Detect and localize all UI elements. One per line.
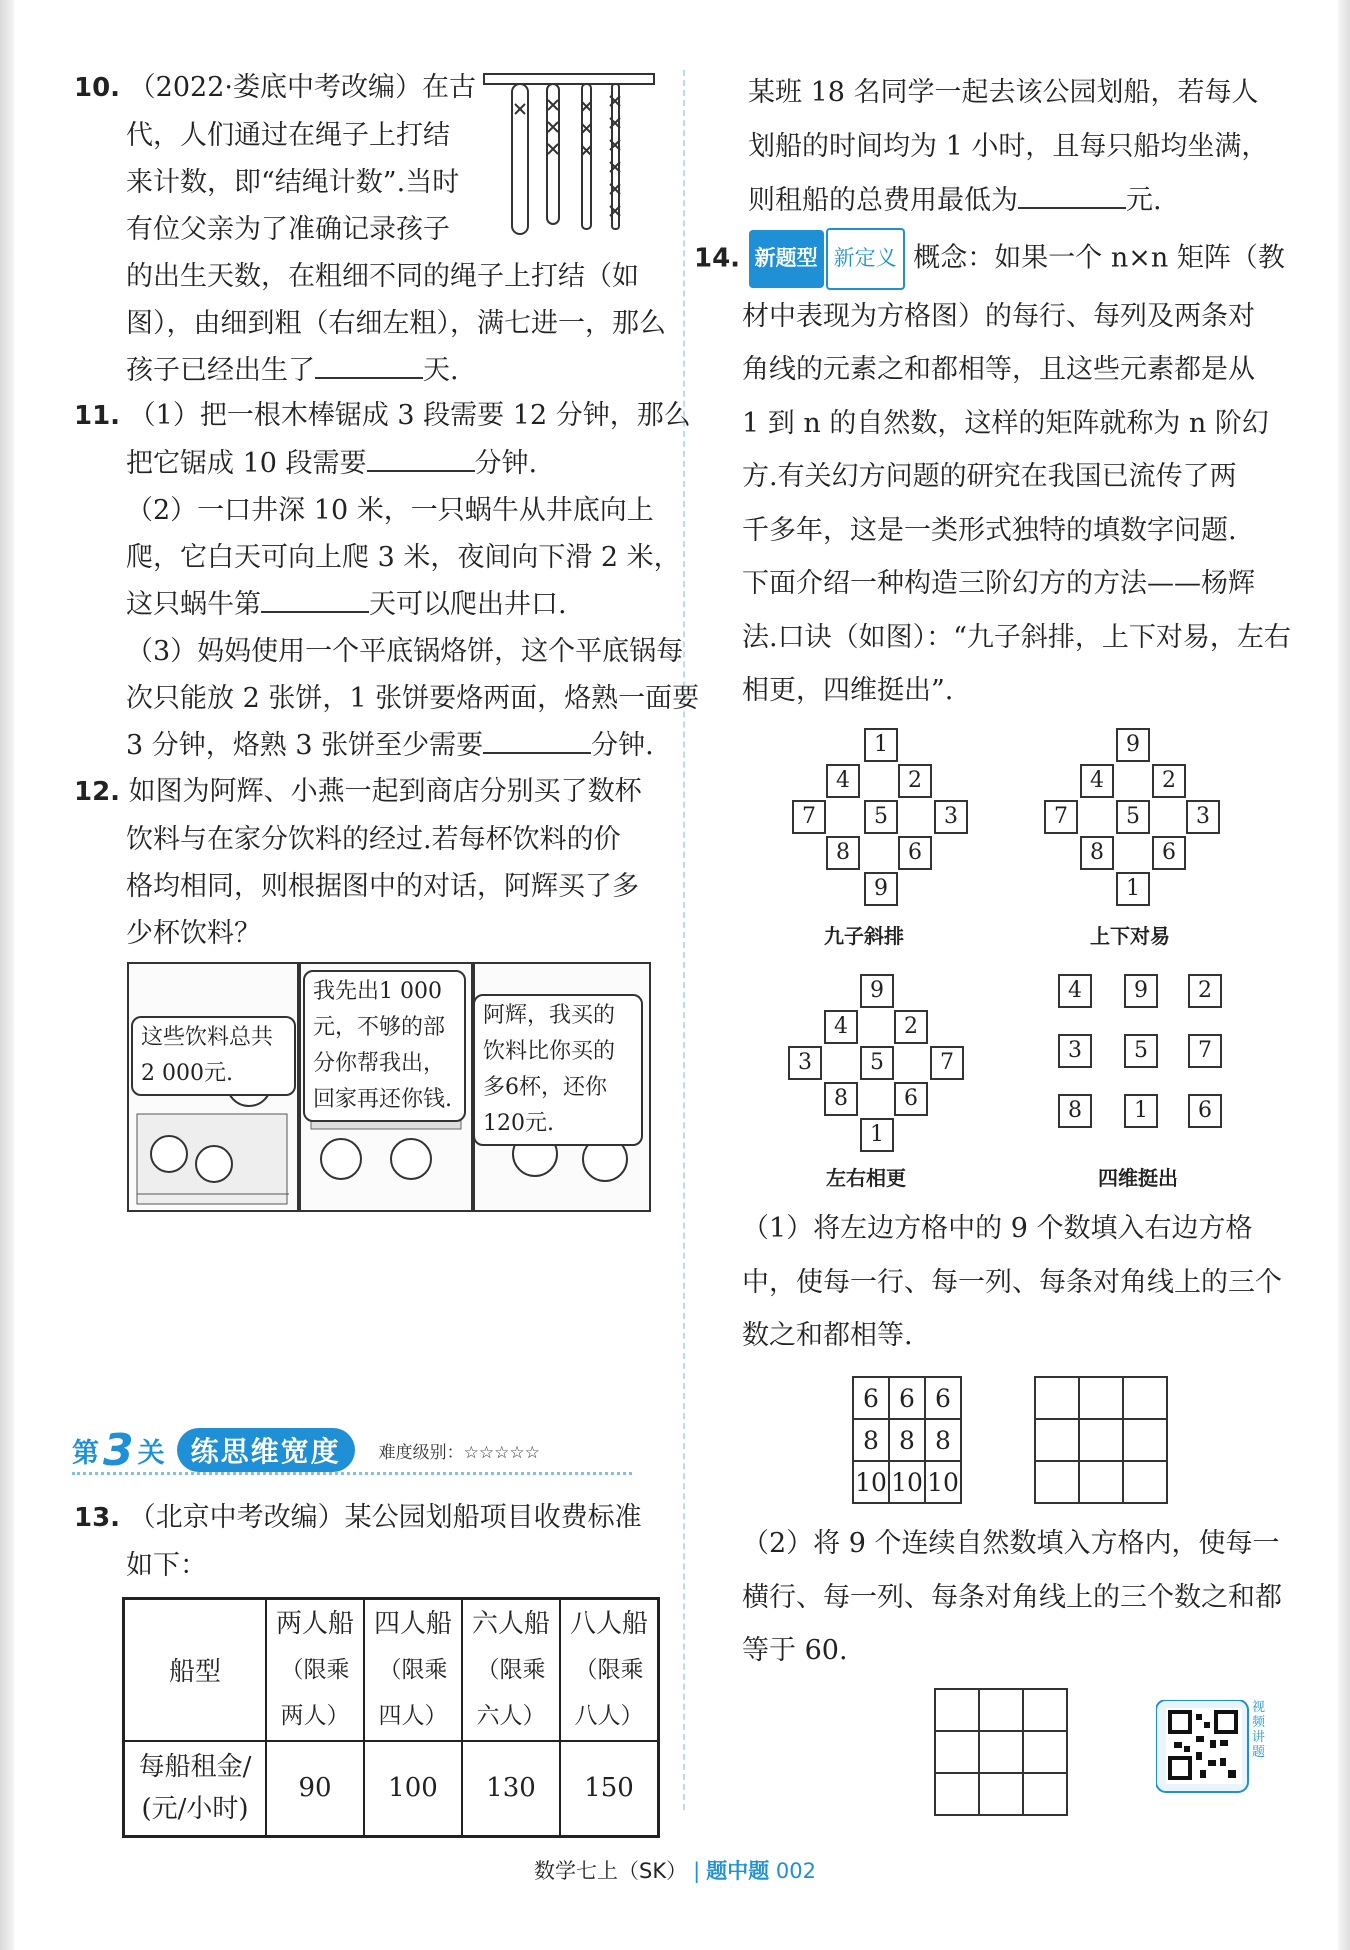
- q10-line: 孩子已经出生了: [126, 355, 315, 386]
- footer-separator: |: [693, 1859, 701, 1883]
- footer-page-number: 002: [775, 1859, 816, 1883]
- empty-grid-cell[interactable]: [979, 1731, 1023, 1773]
- table-cell: 100: [364, 1741, 462, 1837]
- diagram-cell: 8: [824, 1082, 858, 1116]
- empty-grid-cell[interactable]: [1035, 1461, 1079, 1503]
- grid-cell: 10: [889, 1461, 925, 1503]
- diagram-cell: 6: [894, 1082, 928, 1116]
- q12-line: 饮料与在家分饮料的经过.若每杯饮料的价: [126, 824, 621, 855]
- qr-label: 视频讲题: [1252, 1700, 1266, 1760]
- empty-grid-cell[interactable]: [979, 1773, 1023, 1815]
- diagram-cell: 6: [1188, 1094, 1222, 1128]
- table-cell: 130: [462, 1741, 560, 1837]
- empty-grid-cell[interactable]: [1123, 1461, 1167, 1503]
- diagram-caption: 左右相更: [826, 1166, 906, 1190]
- q14-line: （2）将 9 个连续自然数填入方格内，使每一: [742, 1528, 1280, 1559]
- new-type-tag: 新题型: [749, 230, 824, 288]
- q14-line: （1）将左边方格中的 9 个数填入右边方格: [742, 1213, 1253, 1244]
- answer-blank[interactable]: [315, 347, 423, 379]
- table-cell: 90: [266, 1741, 364, 1837]
- diagram-cell: 8: [1080, 836, 1114, 870]
- diagram-cell: 5: [860, 1046, 894, 1080]
- grid-cell: 6: [853, 1377, 889, 1419]
- diagram-cell: 5: [1124, 1034, 1158, 1068]
- q14-line: 数之和都相等.: [742, 1320, 913, 1351]
- table-col-header: 两人船 （限乘 两人）: [266, 1599, 364, 1741]
- diagram-cell: 9: [864, 872, 898, 906]
- difficulty-rating: 难度级别：☆☆☆☆☆: [378, 1442, 540, 1463]
- knotted-ropes-illustration: [482, 72, 657, 242]
- empty-grid-cell[interactable]: [1023, 1689, 1067, 1731]
- page-footer: [0, 1855, 1350, 1885]
- empty-grid-cell[interactable]: [935, 1689, 979, 1731]
- footer-book: 数学七上（SK）: [534, 1859, 688, 1883]
- q13: [74, 1494, 642, 1589]
- q14-line: 1 到 n 的自然数，这样的矩阵就称为 n 阶幻: [742, 407, 1269, 439]
- q11-line: （3）妈妈使用一个平底锅烙饼，这个平底锅每: [126, 636, 684, 667]
- q11-number: 11.: [74, 401, 121, 431]
- q14-line: 法.口诀（如图）：“九子斜排，上下对易，左右: [742, 621, 1291, 653]
- q10-line: 图），由细到粗（右细左粗），满七进一，那么: [126, 308, 666, 339]
- q14-line: 等于 60.: [742, 1635, 848, 1666]
- comic-illustration: [127, 962, 649, 1208]
- diagram-caption: 四维挺出: [1098, 1166, 1178, 1190]
- q14-line: 下面介绍一种构造三阶幻方的方法——杨辉: [742, 568, 1255, 599]
- q11-line: 把它锯成 10 段需要: [126, 448, 367, 479]
- banner-underline: [72, 1472, 632, 1475]
- q11-line: 爬，它白天可向上爬 3 米，夜间向下滑 2 米，: [126, 542, 681, 573]
- empty-grid-cell[interactable]: [1123, 1419, 1167, 1461]
- grid-cell: 6: [889, 1377, 925, 1419]
- empty-grid-cell[interactable]: [1023, 1773, 1067, 1815]
- q10-number: 10.: [74, 73, 121, 103]
- q13-line: 划船的时间均为 1 小时，且每只船均坐满，: [748, 131, 1269, 162]
- diagram-cell: 1: [864, 728, 898, 762]
- footer-brand: 题中题: [706, 1859, 770, 1883]
- table-header-label: 船型: [124, 1599, 267, 1741]
- q11-line: 分钟.: [474, 448, 538, 479]
- empty-grid-cell[interactable]: [935, 1773, 979, 1815]
- level-number: 3: [103, 1424, 134, 1476]
- diagram-cell: 9: [1124, 974, 1158, 1008]
- q14-part2: [742, 1517, 1282, 1678]
- boat-rental-table: [122, 1597, 660, 1838]
- diagram-cell: 1: [1116, 872, 1150, 906]
- video-qr-code[interactable]: [1156, 1700, 1276, 1800]
- answer-grid-2[interactable]: [934, 1688, 1068, 1816]
- grid-cell: 8: [889, 1419, 925, 1461]
- grid-cell: 10: [853, 1461, 889, 1503]
- diagram-cell: 2: [898, 764, 932, 798]
- q13-line: 如下：: [126, 1550, 207, 1581]
- diagram-cell: 8: [826, 836, 860, 870]
- q10-line: 有位父亲为了准确记录孩子: [126, 214, 450, 245]
- q10-line: 天.: [423, 355, 459, 386]
- diagram-cell: 9: [860, 974, 894, 1008]
- empty-grid-cell[interactable]: [1123, 1377, 1167, 1419]
- q11-line: 这只蜗牛第: [126, 589, 261, 620]
- q10-line: （2022·娄底中考改编）在古: [128, 72, 476, 103]
- diagram-cell: 2: [1188, 974, 1222, 1008]
- level-prefix: 第: [72, 1437, 99, 1469]
- diagram-cell: 2: [894, 1010, 928, 1044]
- diagram-cell: 3: [1058, 1034, 1092, 1068]
- section-banner: [72, 1425, 540, 1475]
- diagram-cell: 4: [824, 1010, 858, 1044]
- diagram-cell: 4: [1058, 974, 1092, 1008]
- q13-number: 13.: [74, 1503, 121, 1533]
- q14: [694, 228, 1291, 718]
- table-col-header: 八人船 （限乘 八人）: [560, 1599, 659, 1741]
- diagram-cell: 9: [1116, 728, 1150, 762]
- table-col-header: 六人船 （限乘 六人）: [462, 1599, 560, 1741]
- speech-bubble-3: 阿辉，我买的饮料比你买的多6杯，还你120元.: [473, 994, 643, 1146]
- q13-line: 某班 18 名同学一起去该公园划船，若每人: [748, 77, 1259, 108]
- page-right-edge: [1338, 0, 1350, 1950]
- empty-grid-cell[interactable]: [1035, 1419, 1079, 1461]
- table-row-label: 每船租金/ (元/小时): [124, 1741, 267, 1837]
- q14-line: 横行、每一列、每条对角线上的三个数之和都: [742, 1581, 1282, 1613]
- q14-line: 相更，四维挺出”.: [742, 675, 954, 706]
- answer-blank[interactable]: [261, 581, 369, 613]
- diagram-cell: 6: [898, 836, 932, 870]
- q14-line: 角线的元素之和都相等，且这些元素都是从: [742, 354, 1255, 385]
- table-col-header: 四人船 （限乘 四人）: [364, 1599, 462, 1741]
- q14-line: 材中表现为方格图）的每行、每列及两条对: [742, 300, 1255, 332]
- q10-line: 代，人们通过在绳子上打结: [126, 120, 450, 151]
- q12-line: 如图为阿辉、小燕一起到商店分别买了数杯: [128, 776, 642, 807]
- speech-bubble-1: 这些饮料总共 2 000元.: [131, 1016, 296, 1096]
- level-suffix: 关: [137, 1437, 165, 1469]
- diagram-cell: 3: [934, 800, 968, 834]
- grid-cell: 10: [925, 1461, 961, 1503]
- table-cell: 150: [560, 1741, 659, 1837]
- q13-line: 则租船的总费用最低为: [748, 185, 1018, 216]
- q14-line: 千多年，这是一类形式独特的填数字问题.: [742, 514, 1237, 546]
- diagram-cell: 4: [1080, 764, 1114, 798]
- grid-cell: 6: [925, 1377, 961, 1419]
- grid-cell: 8: [925, 1419, 961, 1461]
- empty-grid-cell[interactable]: [1035, 1377, 1079, 1419]
- section-title: 练思维宽度: [177, 1428, 355, 1472]
- q11: [74, 392, 699, 769]
- q13-line: 元.: [1126, 185, 1162, 216]
- diagram-cell: 1: [1124, 1094, 1158, 1128]
- answer-blank[interactable]: [1018, 177, 1126, 209]
- diagram-caption: 九子斜排: [824, 924, 904, 948]
- q14-part1: [742, 1202, 1282, 1363]
- q14-number: 14.: [694, 243, 741, 274]
- diagram-cell: 6: [1152, 836, 1186, 870]
- diagram-caption: 上下对易: [1090, 924, 1170, 948]
- grid-cell: 8: [853, 1419, 889, 1461]
- q14-line: 中，使每一行、每一列、每条对角线上的三个: [742, 1266, 1282, 1298]
- diagram-cell: 3: [788, 1046, 822, 1080]
- diagram-cell: 7: [1044, 800, 1078, 834]
- empty-grid-cell[interactable]: [1079, 1461, 1123, 1503]
- answer-blank[interactable]: [367, 440, 475, 472]
- q10-line: 的出生天数，在粗细不同的绳子上打结（如: [126, 261, 639, 292]
- new-definition-tag: 新定义: [826, 228, 905, 290]
- q11-line: 3 分钟，烙熟 3 张饼至少需要: [126, 730, 484, 761]
- empty-grid-cell[interactable]: [1023, 1731, 1067, 1773]
- empty-grid-cell[interactable]: [935, 1731, 979, 1773]
- diagram-cell: 8: [1058, 1094, 1092, 1128]
- q12-line: 格均相同，则根据图中的对话，阿辉买了多: [126, 871, 639, 902]
- q14-line: 方.有关幻方问题的研究在我国已流传了两: [742, 461, 1237, 492]
- diagram-cell: 5: [864, 800, 898, 834]
- q10-line: 来计数，即“结绳计数”.当时: [126, 167, 460, 198]
- diagram-cell: 1: [860, 1118, 894, 1152]
- diagram-cell: 4: [826, 764, 860, 798]
- given-number-grid: [852, 1376, 962, 1504]
- answer-blank[interactable]: [483, 722, 591, 754]
- diagram-cell: 7: [1188, 1034, 1222, 1068]
- diagram-cell: 7: [792, 800, 826, 834]
- empty-grid-cell[interactable]: [979, 1689, 1023, 1731]
- answer-grid-1[interactable]: [1034, 1376, 1168, 1504]
- q12-line: 少杯饮料？: [126, 918, 261, 949]
- q11-line: 分钟.: [591, 730, 654, 761]
- q12: [74, 768, 642, 957]
- diagram-cell: 7: [930, 1046, 964, 1080]
- q12-number: 12.: [74, 777, 121, 807]
- q11-line: 天可以爬出井口.: [369, 589, 567, 620]
- empty-grid-cell[interactable]: [1079, 1419, 1123, 1461]
- q11-line: （1）把一根木棒锯成 3 段需要 12 分钟，那么: [128, 400, 691, 431]
- empty-grid-cell[interactable]: [1079, 1377, 1123, 1419]
- q13-line: （北京中考改编）某公园划船项目收费标准: [128, 1502, 642, 1533]
- q11-line: 次只能放 2 张饼，1 张饼要烙两面，烙熟一面要: [126, 683, 700, 714]
- diagram-cell: 5: [1116, 800, 1150, 834]
- q11-line: （2）一口井深 10 米，一只蜗牛从井底向上: [126, 495, 654, 526]
- q13-continued: [748, 66, 1268, 228]
- diagram-cell: 2: [1152, 764, 1186, 798]
- diagram-cell: 3: [1186, 800, 1220, 834]
- q14-line: 概念：如果一个 n×n 矩阵（教: [913, 242, 1285, 274]
- page-left-edge: [0, 0, 14, 1950]
- speech-bubble-2: 我先出1 000元，不够的部分你帮我出，回家再还你钱.: [303, 970, 466, 1122]
- column-divider: [683, 70, 685, 1810]
